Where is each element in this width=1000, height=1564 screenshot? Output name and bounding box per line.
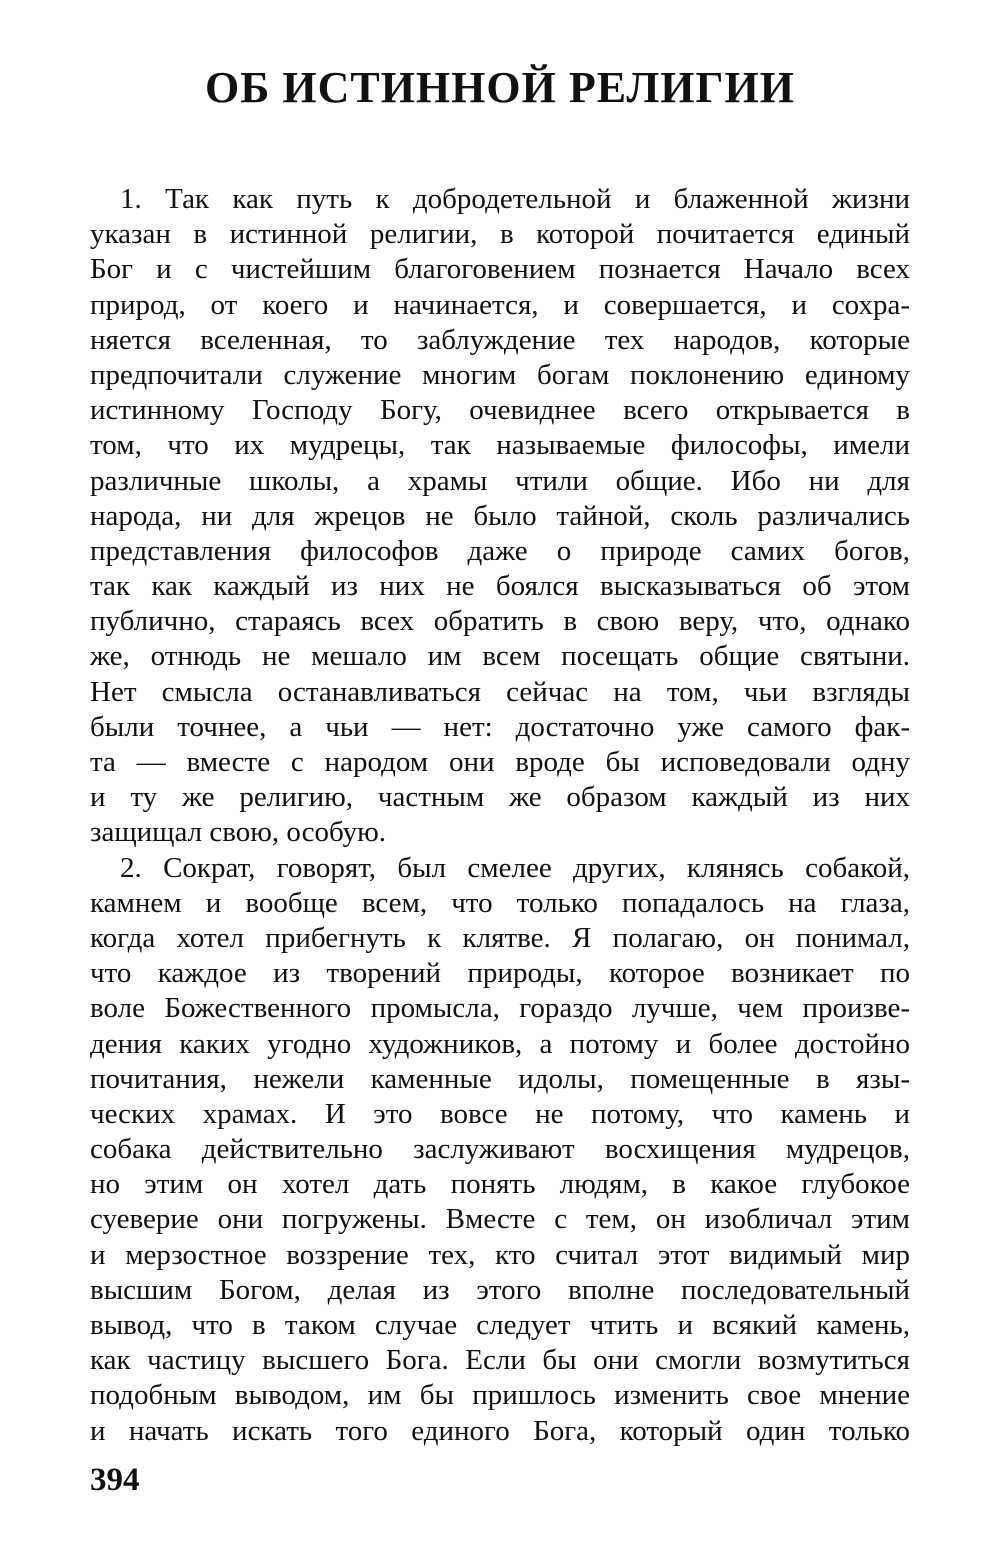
text-line: и начать искать того единого Бога, который один только — [90, 1414, 910, 1447]
text-line: 1. Так как путь к добродетельной и блаженной жизни — [120, 183, 910, 215]
text-line: Бог и с чистейшим благоговением познается Начало всех — [90, 253, 910, 286]
text-line: ческих храмах. И это вовсе не потому, что камень и — [90, 1097, 910, 1130]
text-line: подобным выводом, им бы пришлось изменить свое мнение — [90, 1379, 910, 1412]
text-line: том, что их мудрецы, так называемые философы, имели — [90, 429, 910, 462]
text-line: и мерзостное воззрение тех, кто считал этот видимый мир — [90, 1238, 910, 1271]
text-line: истинному Господу Богу, очевиднее всего открывается в — [90, 394, 910, 427]
text-line: что каждое из творений природы, которое возникает по — [90, 957, 910, 990]
chapter-title: ОБ ИСТИННОЙ РЕЛИГИИ — [205, 63, 795, 112]
text-line: представления философов даже о природе самих богов, — [90, 534, 910, 567]
body-text — [90, 182, 910, 1449]
text-line: воле Божественного промысла, гораздо лучше, чем произве- — [90, 992, 910, 1025]
text-line: были точнее, а чьи — нет: достаточно уже самого фак- — [90, 710, 910, 743]
text-line: так как каждый из них не боялся высказываться об этом — [90, 570, 910, 603]
text-line: и ту же религию, частным же образом каждый из них — [90, 781, 910, 814]
text-line: камнем и вообще всем, что только попадалось на глаза, — [90, 886, 910, 919]
text-line: народа, ни для жрецов не было тайной, сколь различались — [90, 499, 910, 532]
text-line: дения каких угодно художников, а потому и более достойно — [90, 1027, 910, 1060]
text-line: высшим Богом, делая из этого вполне последовательный — [90, 1273, 910, 1306]
text-line: публично, стараясь всех обратить в свою веру, что, однако — [90, 605, 910, 638]
text-line: 2. Сократ, говорят, был смелее других, клянясь собакой, — [120, 851, 910, 884]
text-line: когда хотел прибегнуть к клятве. Я полагаю, он понимал, — [90, 921, 910, 954]
text-line: различные школы, а храмы чтили общие. Ибо ни для — [90, 464, 910, 497]
text-line: та — вместе с народом они вроде бы исповедовали одну — [90, 746, 910, 778]
text-line: почитания, нежели каменные идолы, помещенные в язы- — [90, 1062, 910, 1095]
text-line: природ, от коего и начинается, и совершается, и сохра- — [90, 288, 910, 321]
page-number: 394 — [90, 1462, 140, 1498]
text-line: суеверие они погружены. Вместе с тем, он изобличал этим — [90, 1203, 910, 1236]
text-line: как частицу высшего Бога. Если бы они смогли возмутиться — [90, 1344, 910, 1377]
text-line: Нет смысла останавливаться сейчас на том, чьи взгляды — [90, 675, 910, 708]
text-line: предпочитали служение многим богам поклонению единому — [90, 358, 910, 391]
text-line: вывод, что в таком случае следует чтить и всякий камень, — [90, 1309, 910, 1341]
text-line: указан в истинной религии, в которой почитается единый — [90, 218, 910, 251]
text-line: собака действительно заслуживают восхищения мудрецов, — [90, 1133, 910, 1166]
text-line: защищал свою, особую. — [90, 816, 387, 849]
text-line: же, отнюдь не мешало им всем посещать общие святыни. — [90, 640, 910, 673]
text-line: няется вселенная, то заблуждение тех народов, которые — [90, 323, 910, 356]
text-line: но этим он хотел дать понять людям, в какое глубокое — [90, 1168, 910, 1201]
